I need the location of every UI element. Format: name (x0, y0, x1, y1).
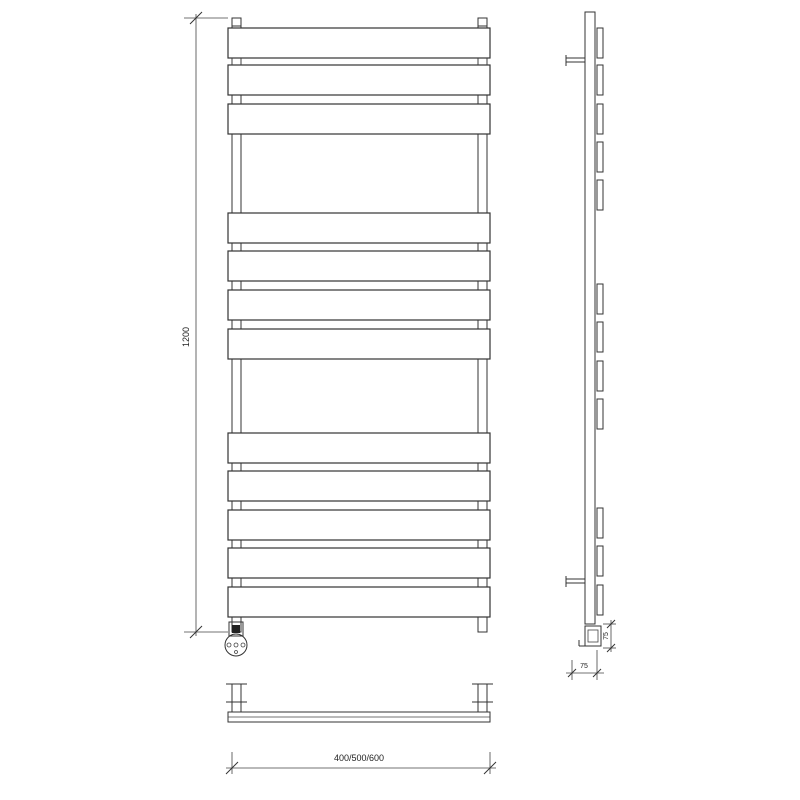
panel (228, 329, 490, 359)
side-horizontal-label: 75 (580, 663, 588, 670)
height-label: 1200 (181, 326, 191, 348)
heating-element-control (225, 622, 247, 656)
panel (228, 471, 490, 501)
width-label: 400/500/600 (333, 753, 385, 763)
element-head (579, 626, 601, 646)
panel (228, 433, 490, 463)
side-vertical-label: 75 (603, 632, 610, 640)
panel (228, 213, 490, 243)
panel (228, 290, 490, 320)
wall-bracket (566, 576, 585, 587)
front-view (181, 12, 490, 656)
side-view (566, 12, 616, 680)
panel (228, 587, 490, 617)
panel (228, 251, 490, 281)
panel (228, 65, 490, 95)
panel (228, 28, 490, 58)
top-view (226, 684, 496, 774)
panel (228, 548, 490, 578)
side-rail (585, 12, 595, 624)
panel (228, 104, 490, 134)
wall-bracket (566, 55, 585, 66)
panel (228, 510, 490, 540)
side-fins (597, 28, 603, 615)
height-dimension (184, 12, 228, 638)
